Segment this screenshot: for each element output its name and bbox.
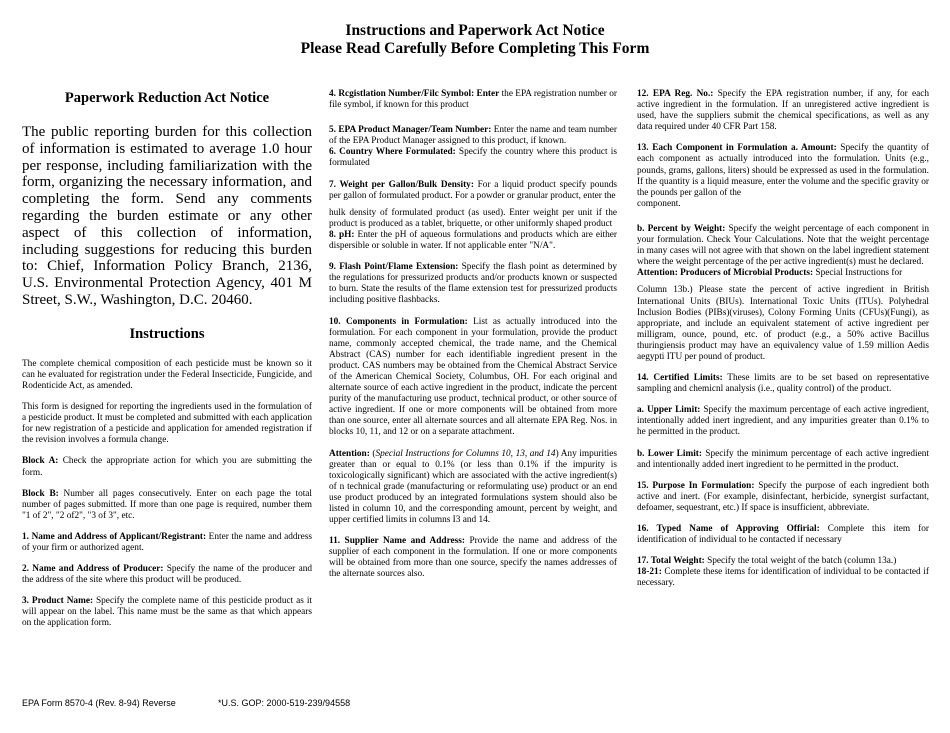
item-6-instruction [329,147,617,169]
microbial-attention [637,268,929,279]
item-11-text: Provide the name and address of the supplier of each component in the formulation. If one or more components will be obtained from more than one source, specify the names addresses of the alternate sources also. [329,536,617,580]
block-a-text: Check the appropriate action for which you are submitting the form. [22,456,312,478]
attention-note: Attention: (Special Instructions for Columns 10, 13, and 14) Any impurities greater than or equal to 0.1% (or less than 0.1% if the impurity is toxicologically significant) which are associated with the active ingredient(s) of n technical grade (manufacturing or reformulating use) product or an end use product produced by an integrated formulations system should also be listed in column 10, and the corresponding amount, percent by weight, and upper certified limits in columns I3 and 14. [329,448,617,526]
item-12-text: Specify the EPA registration number, if any, for each active ingredient in the formulation. If an unregistered active ingredient is used, have the suppliers submit the chemical specifications, as well as any data required under 40 CFR Part 158. [637,89,929,133]
attention-label: Attention: [329,448,370,459]
page-title [0,22,950,58]
item-15-instruction [637,481,929,514]
item-7-continued: hulk density of formulated product (as used). Enter weight per unit if the product is produced as a tablet, briquette, or other uniformly shaped product [329,207,617,229]
item-13a-continued: component. [637,198,681,209]
gpo-number: *U.S. GOP: 2000-519-239/94558 [218,698,351,708]
item-13b-instruction [637,224,929,268]
intro-paragraph-1: The complete chemical composition of each pesticide must be known so it can he evaluated for registration under the Federal Insecticide, Fungicide, and Rodenticide Act, as amended. [22,358,312,391]
item-7-text: For a liquid product specify pounds per gallon of formulated product. For a powder or granular product, enter the [329,179,617,201]
paperwork-heading: Paperwork Reduction Act Notice [64,90,270,106]
item-8-label: 8. pH: [329,229,355,240]
item-3-text: Specify the complete name of this pesticide product as it will appear on the label. This name must be the same as that which appears on the application form. [22,596,312,629]
item-14b-label: b. Lower Limit: [637,448,702,459]
item-9-instruction [329,262,617,306]
item-14-instruction [637,373,929,395]
block-b-instruction [22,489,312,522]
item-18-21-label: 18-21: [637,567,662,578]
block-b-label: Block B: [22,488,59,499]
item-14b-text: Specify the minimum percentage of each active ingredient and intentionally added inert ingredient to he permitted in the product. [637,448,929,470]
column-middle [329,86,617,581]
block-b-text: Number all pages consecutively. Enter on each page the total number of pages submitted. If more than one page is required, number them "1 of 2", "2 of2", "3 of 3", etc. [22,488,313,521]
item-6-label: 6. Country Where Formulated: [329,147,456,158]
item-17-instruction [637,556,929,567]
item-16-instruction [637,524,929,546]
item-3-label: 3. Product Name: [22,596,94,607]
item-13b-label: b. Percent by Weight: [637,223,726,234]
burden-statement: The public reporting burden for this collection of information is estimated to average 1.0 hour per response, including familiarization with the form, organizing the necessary information, and completing the form. Send any comments regarding the burden estimate or any other aspect of this collection of information, including suggestions for reducing this burden to: Chief, Information Policy Branch, 2136, U.S. Environmental Protection Agency, 401 M Street, S.W., Washington, D.C. 20460. [22,124,312,308]
item-12-instruction [637,89,929,133]
intro-paragraph-2: This form is designed for reporting the ingredients used in the formulation of a pesticide product. It must be completed and submitted with each application for new registration of a pesticide and application for amended registration if the revision involves a formula change. [22,402,312,446]
item-9-text: Specify the flash point as determined by the regulations for pressurized products and/or products known or suspected to burn. State the results of the flame extension test for pressurized products including positive flashbacks. [329,262,617,306]
column-right [637,86,929,589]
item-15-text: Specify the purpose of each ingredient both active and inert. (For example, disinfectant, herbicide, synergist surfactant, defoamer, sequestrant, etc.) If space is insufficient, abbreviate. [637,480,930,513]
item-14a-text: Specify the maximum percentage of each active ingredient, intentionally added inert ingredient, and any impurities greater than 0.1% to he permitted in the product. [637,405,929,438]
item-1-label: 1. Name and Address of Applicant/Registrant: [22,531,207,542]
item-14-label: 14. Certified Limits: [637,373,723,384]
item-12-label: 12. EPA Reg. No.: [637,89,714,99]
item-4-text: the EPA registration number or file symbol, if known for this product [329,89,617,111]
item-11-label: 11. Supplier Name and Address: [329,536,466,547]
item-5-instruction [329,125,617,147]
item-4-label: 4. Rcgistlation Number/Filc Symbol: Enter [329,89,500,99]
item-1-text: Enter the name and address of your firm or authorized agent. [22,531,312,553]
item-2-label: 2. Name and Address of Producer: [22,564,164,575]
item-17-text: Specify the total weight of the batch (column 13a.) [704,556,897,567]
item-2-text: Specify the name of the producer and the address of the site where this product will be produced. [22,564,312,586]
item-5-text: Enter the name and team number of the EPA Product Manager assigned to this product, if known. [329,125,618,147]
item-10-text: List as actually introduced into the formulation. For each component in your formulation, provide the product name, commonly accepted chemical, the trade name, and the Chemical Abstract (CAS) number for each identifiable ingredient present in the product. CAS numbers may be obtained from the Chemical Abstract Service of the American Chemical Society, Columbus, OH. For each original and alternate source of each active ingredient in the product, indicate the percent purity of the manufacturing use product, technical product, or other source of active ingredient. If one or more components will be obtained from more than one source, enter all alternate sources and all alternate EPA Reg. Nos. in blocks 10, 11, and 12 or on a separate attachment. [329,316,617,438]
item-13a-label: 13. Each Component in Formulation a. Amount: [637,143,837,154]
attention-text: Any impurities greater than or equal to 0.1% (or less than 0.1% if the impurity is toxicologically significant) which are associated with the active ingredient(s) of n technical grade (manufacturing or reformulating use) product or an end use product produced by an integrated formulations system should also be listed in column 10, and the corresponding amount, percent by weight, and upper certified limits in columns I3 and 14. [329,448,617,526]
item-14a-label: a. Upper Limit: [637,405,701,416]
item-13a-instruction [637,143,929,198]
item-13b-text: Specify the weight percentage of each component in your formulation. Check Your Calculations. Note that the weight percentage in many cases will not agree with that shown on the label ingredient statement where the weight percentage of the per active ingredient(s) must he declared. [637,223,929,268]
title-line-2: Please Read Carefully Before Completing This Form [300,40,650,57]
item-9-label: 9. Flash Point/Flame Extension: [329,262,459,273]
column-left [22,86,312,630]
item-15-label: 15. Purpose In Formulation: [637,480,755,491]
microbial-text: Special Instructions for [813,268,903,279]
item-10-label: 10. Components in Formulation: [329,316,468,327]
item-11-instruction [329,536,617,580]
item-18-21-instruction [637,567,929,589]
item-5-label: 5. EPA Product Manager/Team Number: [329,125,492,136]
item-7-label: 7. Weight per Gallon/Bulk Density: [329,179,474,190]
microbial-continued: Column 13b.) Please state the percent of active ingredient in British International Units (BIUs). International Toxic Units (ITUs). Polyhedral Inclusion Bodies (PIBs)(viruses), Colony Forming Units (CFUs)(Fungi), as appropriate, and include an equivalent statement of active ingredient per milligram, ounce, pound, etc. of product (e.g., a 50% active Bacillus thuringiensis product may have an equivalency value of 1.59 million Aedis aegypti ITU per pound of product. [637,285,929,362]
item-14a-instruction [637,405,929,438]
item-8-instruction [329,230,617,252]
item-14b-instruction [637,449,929,471]
block-a-instruction [22,456,312,478]
item-8-text: Enter the pH of aqueous formulations and products which are either dispersible or soluble in water. If not applicable enter "N/A". [329,229,618,252]
microbial-label: Attention: Producers of Microbial Products: [637,268,814,279]
item-3-instruction [22,596,312,629]
item-16-label: 16. Typed Name of Approving Offirial: [637,524,820,534]
block-a-label: Block A: [22,456,59,467]
item-14-text: These limits are to be set based on representative sampling and chemicnl analysis (i.e., quality control) of the product. [637,373,929,395]
item-7-instruction [329,180,617,202]
item-1-instruction [22,532,312,554]
item-4-instruction [329,89,617,111]
form-number: EPA Form 8570-4 (Rev. 8-94) Reverse [22,698,176,708]
item-17-label: 17. Total Weight: [637,556,705,567]
title-line-1: Instructions and Paperwork Act Notice [345,22,605,39]
item-16-text: Complete this item for identification of individual to he contacted if necessary [637,524,929,546]
item-18-21-text: Complete these items for identification of individual to be contacted if necessary. [637,567,929,589]
item-6-text: Specify the country where this product is formulated [329,147,617,169]
item-2-instruction [22,564,312,586]
item-13a-text: Specify the quantity of each component as actually introduced into the formulation. Units (e.g., pounds, grams, gallons, liters) should be expressed as used in the formulation. If the quantity is a liquid measure, enter the volume and the specific gravity or the pounds per gallon of the [637,143,929,198]
attention-italic: Special Instructions for Columns 10, 13, and 14 [375,448,556,459]
item-10-instruction [329,317,617,439]
instructions-heading: Instructions [129,325,205,342]
